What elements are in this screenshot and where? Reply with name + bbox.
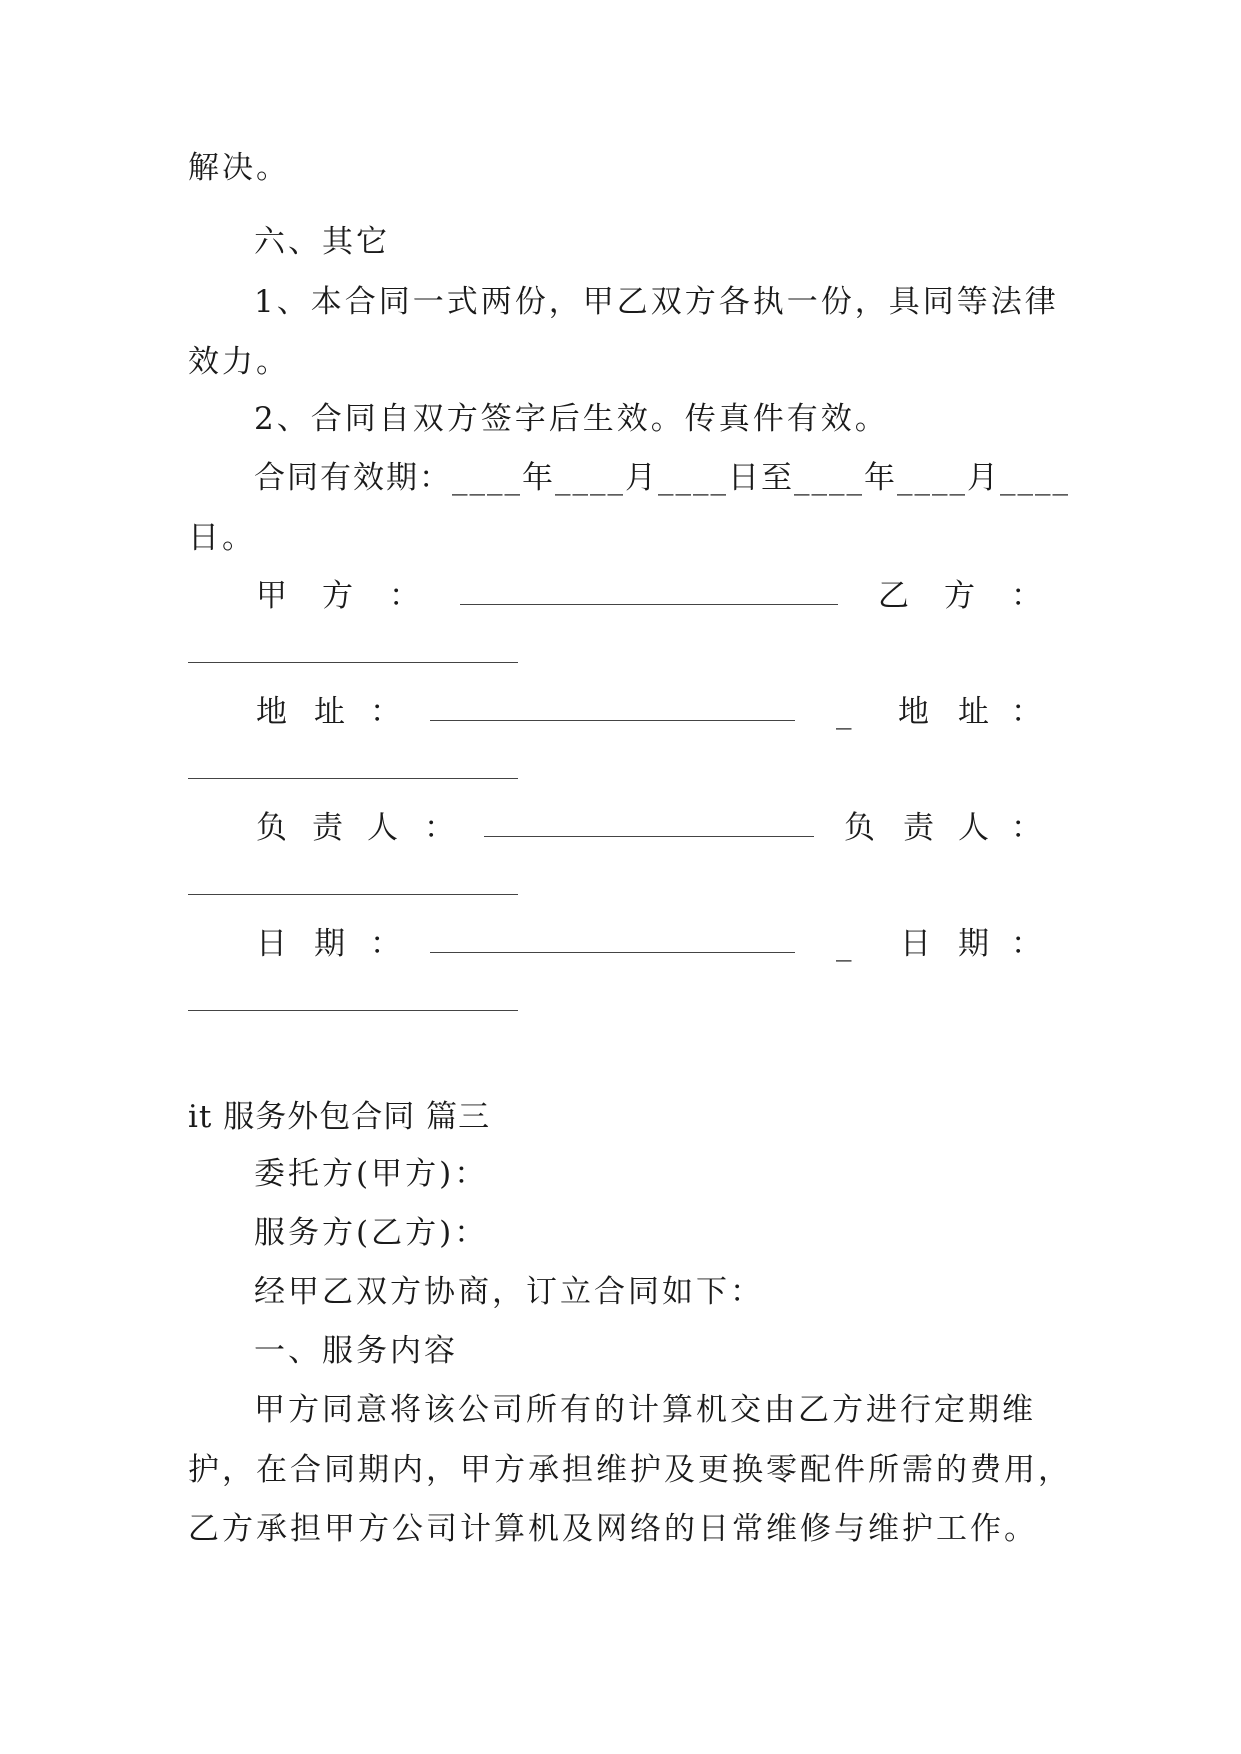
validity-day: 日。 (188, 520, 256, 556)
service-content-heading: 一、服务内容 (254, 1333, 458, 1369)
party-b-label-colon: ： (1011, 578, 1042, 614)
clause-1-line-1: 1、本合同一式两份，甲乙双方各执一份，具同等法律 (254, 284, 1059, 320)
date-b-label-char-1: 日 (900, 926, 931, 962)
address-under-mark: _ (836, 694, 852, 730)
section-three-title: it 服务外包合同 篇三 (188, 1099, 491, 1135)
client-party: 委托方(甲方)： (254, 1156, 489, 1192)
service-content-line-2: 护，在合同期内，甲方承担维护及更换零配件所需的费用， (188, 1452, 1072, 1488)
clause-1-line-2: 效力。 (188, 344, 290, 380)
owner-a-label-char-3: 人 (367, 810, 398, 846)
date-a-label-char-1: 日 (256, 926, 287, 962)
address-a-label-char-1: 地 (256, 694, 287, 730)
address-b-blank[interactable] (188, 778, 518, 779)
party-a-label-char-2: 方 (322, 578, 353, 614)
owner-a-label-char-1: 负 (256, 810, 287, 846)
paragraph-resolve: 解决。 (188, 150, 290, 186)
party-b-label-char-1: 乙 (878, 578, 909, 614)
validity-period: 合同有效期：____年____月____日至____年____月____ (254, 460, 1070, 496)
owner-a-label-colon: ： (424, 810, 455, 846)
owner-a-label-char-2: 责 (312, 810, 343, 846)
address-b-label-colon: ： (1011, 694, 1042, 730)
section-six-heading: 六、其它 (254, 224, 390, 260)
date-a-blank[interactable] (430, 952, 795, 953)
date-b-blank[interactable] (188, 1010, 518, 1011)
owner-b-label-char-2: 责 (903, 810, 934, 846)
address-b-label-char-1: 地 (898, 694, 929, 730)
date-under-mark: _ (836, 926, 852, 962)
date-b-label-char-2: 期 (958, 926, 989, 962)
address-a-label-colon: ： (370, 694, 401, 730)
address-a-blank[interactable] (430, 720, 795, 721)
intro-paragraph: 经甲乙双方协商，订立合同如下： (254, 1274, 764, 1310)
address-b-label-char-2: 址 (958, 694, 989, 730)
address-a-label-char-2: 址 (314, 694, 345, 730)
service-content-line-1: 甲方同意将该公司所有的计算机交由乙方进行定期维 (254, 1392, 1036, 1428)
owner-b-label-colon: ： (1011, 810, 1042, 846)
party-b-blank[interactable] (188, 662, 518, 663)
provider-party: 服务方(乙方)： (254, 1215, 489, 1251)
owner-a-blank[interactable] (484, 836, 814, 837)
clause-2: 2、合同自双方签字后生效。传真件有效。 (254, 401, 889, 437)
service-content-line-3: 乙方承担甲方公司计算机及网络的日常维修与维护工作。 (188, 1511, 1038, 1547)
owner-b-blank[interactable] (188, 894, 518, 895)
party-a-label-char-1: 甲 (256, 578, 287, 614)
owner-b-label-char-1: 负 (844, 810, 875, 846)
date-b-label-colon: ： (1011, 926, 1042, 962)
party-a-blank[interactable] (460, 604, 838, 605)
date-a-label-char-2: 期 (314, 926, 345, 962)
party-b-label-char-2: 方 (944, 578, 975, 614)
party-a-label-colon: ： (389, 578, 420, 614)
owner-b-label-char-3: 人 (958, 810, 989, 846)
date-a-label-colon: ： (370, 926, 401, 962)
